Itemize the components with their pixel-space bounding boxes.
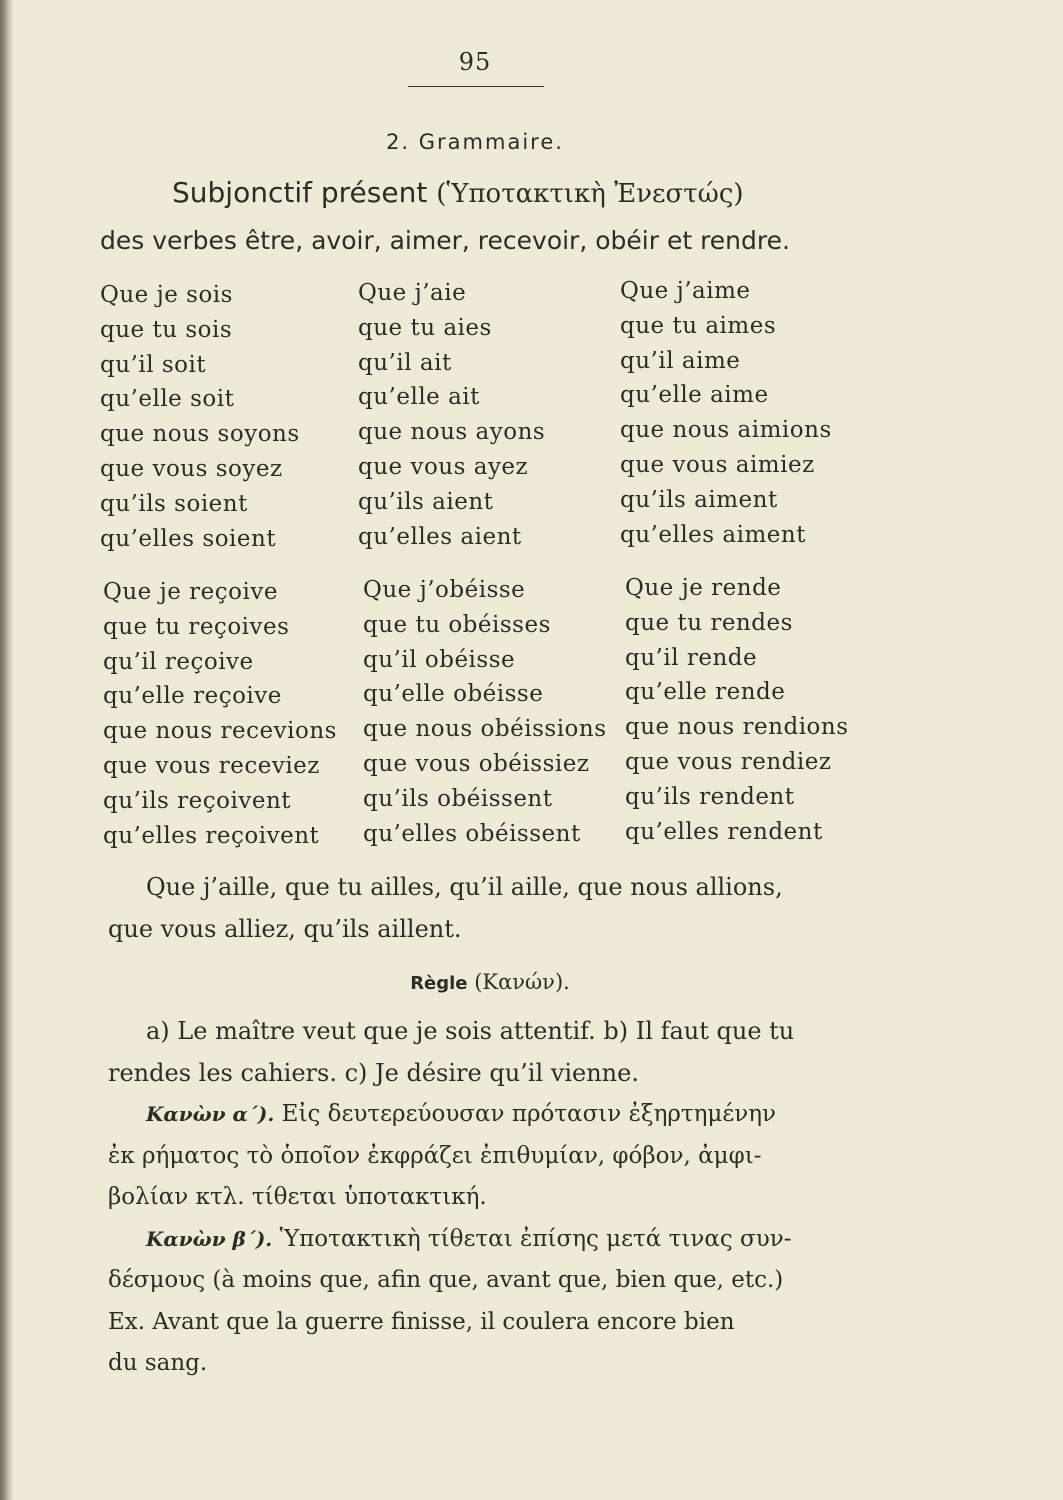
conjugation-line: que tu aies <box>358 314 492 341</box>
conjugation-line: que tu sois <box>100 316 233 343</box>
conjugation-line: qu’elles reçoivent <box>103 822 320 849</box>
conjugation-line: qu’elle obéisse <box>363 681 544 708</box>
rule-a-line-1: Κανὼν α΄). Εἰς δευτερεύουσαν πρότασιν ἐξηρτημένην <box>146 1101 777 1127</box>
conjugation-line: qu’elles soient <box>100 525 277 552</box>
conjugation-line: qu’il soit <box>100 351 207 378</box>
rule-b-line-3: Ex. Avant que la guerre finisse, il coulera encore bien <box>108 1308 735 1335</box>
conjugation-line: Que j’obéisse <box>363 577 526 603</box>
conjugation-recevoir <box>103 575 337 853</box>
conjugation-line: Que je reçoive <box>103 579 278 605</box>
rule-b-line-2: δέσμους (à moins que, afin que, avant que, bien que, etc.) <box>108 1267 784 1293</box>
conjugation-line: qu’elles obéissent <box>363 820 581 847</box>
conjugation-line: que tu reçoives <box>103 613 290 640</box>
conjugation-line: qu’ils obéissent <box>363 785 553 812</box>
conjugation-line: qu’elle soit <box>100 386 235 413</box>
conjugation-avoir <box>358 276 545 554</box>
title-french: Subjonctif présent <box>172 176 428 209</box>
rule-b-line-4: du sang. <box>108 1350 208 1376</box>
conjugation-line: qu’ils aiment <box>620 486 778 513</box>
book-binding-edge <box>0 0 14 1500</box>
conjugation-line: qu’il aime <box>620 347 741 374</box>
conjugation-line: que vous soyez <box>100 455 283 482</box>
rule-a-line-3: βολίαν κτλ. τίθεται ὑποτακτική. <box>108 1184 487 1210</box>
aller-line-1: Que j’aille, que tu ailles, qu’il aille, que nous allions, <box>146 873 783 901</box>
conjugation-line: que nous obéissions <box>363 716 607 743</box>
regle-rules <box>108 1094 791 1385</box>
page-number-rule <box>408 86 544 87</box>
rule-a-line-2: ἐκ ρήματος τὸ ὁποῖον ἐκφράζει ἐπιθυμίαν, φόβον, ἀμφι- <box>108 1142 762 1169</box>
conjugation-rendre <box>625 571 849 849</box>
conjugation-etre <box>100 278 300 556</box>
conjugation-line: que tu obéisses <box>363 611 551 638</box>
conjugation-line: que nous ayons <box>358 419 546 446</box>
conjugation-line: que nous recevions <box>103 718 337 745</box>
conjugation-line: que vous ayez <box>358 453 529 480</box>
conjugation-line: qu’il reçoive <box>103 648 254 675</box>
conjugation-line: qu’elle reçoive <box>103 683 282 710</box>
conjugation-line: Que j’aime <box>620 278 751 304</box>
conjugation-line: que vous obéissiez <box>363 750 590 777</box>
rule-b-line-1: Κανὼν β΄). Ὑποτακτικὴ τίθεται ἐπίσης μετά τινας συν- <box>146 1225 792 1252</box>
conjugation-line: qu’il ait <box>358 349 452 376</box>
conjugation-line: qu’elles rendent <box>625 818 823 845</box>
conjugation-line: qu’elle aime <box>620 382 769 409</box>
rule-a-label: Κανὼν α΄). <box>146 1102 275 1126</box>
conjugation-line: qu’elle rende <box>625 679 786 706</box>
conjugation-line: qu’elle ait <box>358 384 480 411</box>
conjugation-line: Que je rende <box>625 575 782 601</box>
rule-b-label: Κανὼν β΄). <box>146 1226 273 1251</box>
conjugation-line: que vous rendiez <box>625 748 832 775</box>
aller-line-2: que vous alliez, qu’ils aillent. <box>108 915 462 943</box>
conjugation-line: qu’ils rendent <box>625 783 795 810</box>
conjugation-line: que nous aimions <box>620 417 832 444</box>
conjugation-line: Que j’aie <box>358 280 467 306</box>
conjugation-obeir <box>363 573 607 851</box>
conjugation-line: qu’elles aient <box>358 523 522 550</box>
conjugation-line: qu’elles aiment <box>620 521 806 548</box>
conjugation-line: que tu rendes <box>625 609 793 636</box>
section-heading: 2. Grammaire. <box>386 130 564 154</box>
title-greek: (Ὑποτακτικὴ Ἐνεστώς) <box>436 179 744 209</box>
conjugation-line: que vous receviez <box>103 752 320 779</box>
regle-heading-gr: (Κανών). <box>474 970 570 994</box>
conjugation-line: que vous aimiez <box>620 451 815 478</box>
page-number: 95 <box>458 48 492 76</box>
regle-heading-fr: Règle <box>410 973 468 994</box>
conjugation-line: Que je sois <box>100 282 233 308</box>
conjugation-aimer <box>620 274 832 552</box>
conjugation-line: que tu aimes <box>620 312 777 339</box>
conjugation-line: qu’il rende <box>625 644 758 671</box>
regle-heading <box>0 970 980 994</box>
conjugation-line: qu’il obéisse <box>363 646 516 673</box>
page-title <box>172 176 744 209</box>
conjugation-line: que nous rendions <box>625 714 849 741</box>
page-subtitle: des verbes être, avoir, aimer, recevoir, obéir et rendre. <box>100 226 790 255</box>
conjugation-line: que nous soyons <box>100 421 300 448</box>
example-line-1: a) Le maître veut que je sois attentif. b) Il faut que tu <box>146 1017 795 1045</box>
regle-examples <box>108 1010 794 1094</box>
conjugation-line: qu’ils reçoivent <box>103 787 292 814</box>
aller-paragraph <box>108 866 878 950</box>
conjugation-line: qu’ils soient <box>100 490 248 517</box>
conjugation-line: qu’ils aient <box>358 488 494 515</box>
example-line-2: rendes les cahiers. c) Je désire qu’il vienne. <box>108 1059 639 1087</box>
